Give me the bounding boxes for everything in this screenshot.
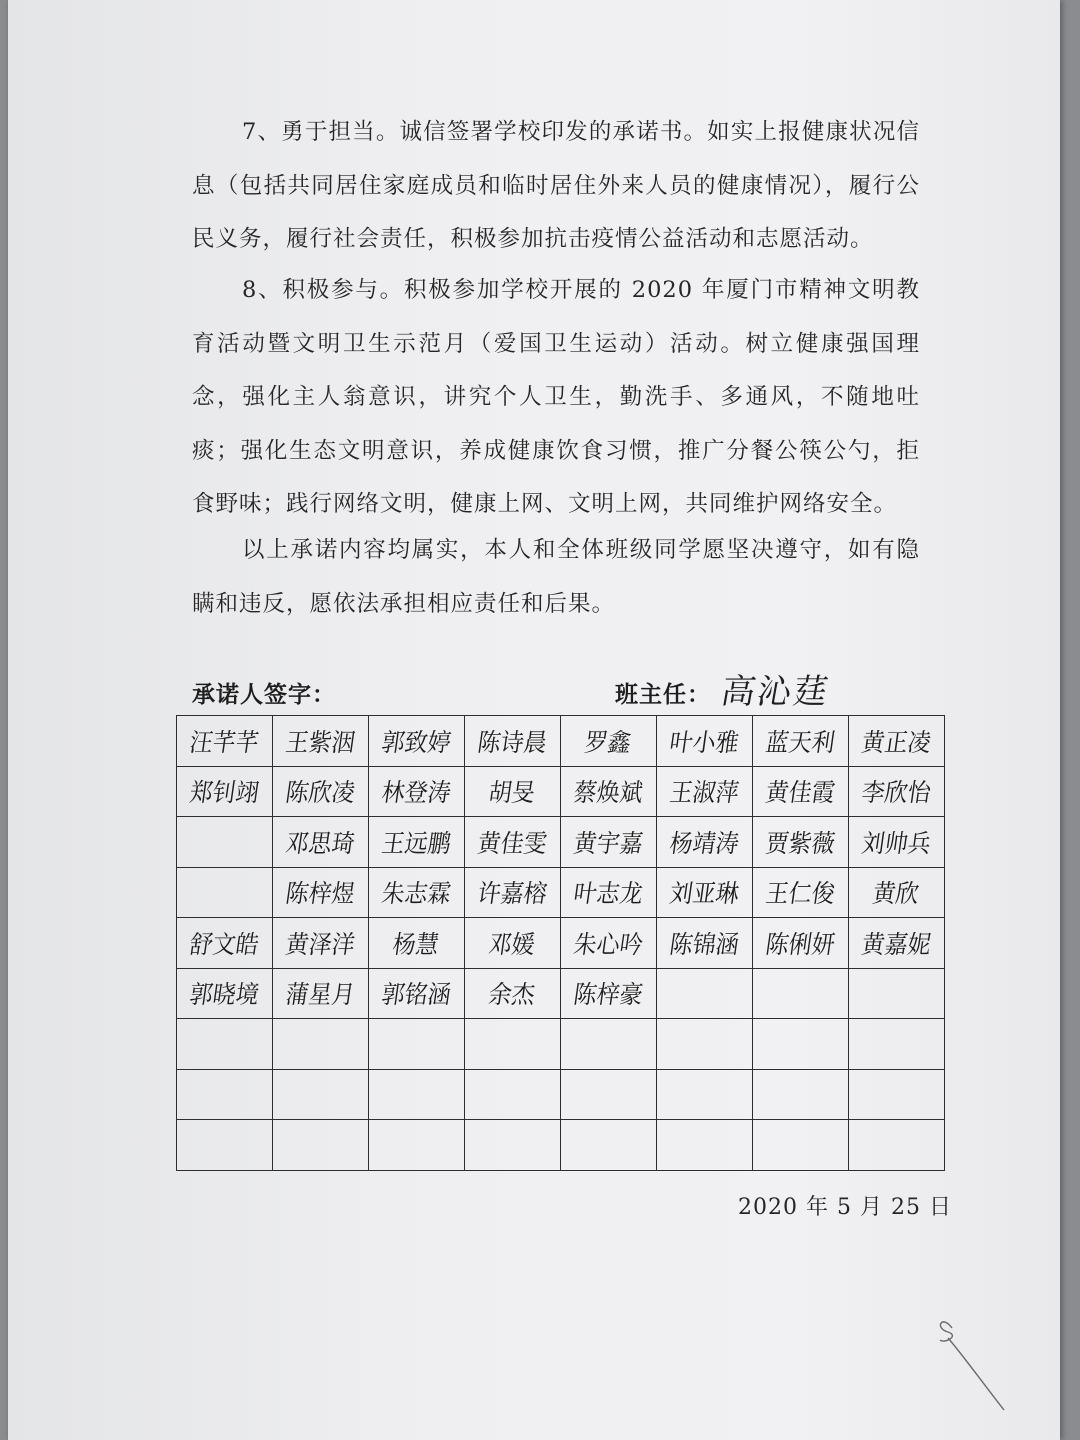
signature-cell (753, 867, 849, 918)
handwritten-signature: 陈梓煜 (283, 879, 357, 909)
signature-cell (273, 918, 369, 969)
signature-cell (753, 716, 849, 767)
signature-cell (849, 1019, 945, 1070)
signature-cell (657, 817, 753, 868)
handwritten-signature: 黄正凌 (859, 727, 933, 757)
handwritten-signature: 黄宇嘉 (571, 828, 645, 858)
handwritten-signature: 贾紫薇 (763, 828, 837, 858)
handwritten-signature: 刘帅兵 (859, 828, 933, 858)
signature-cell (465, 766, 561, 817)
handwritten-signature: 黄嘉妮 (859, 929, 933, 959)
signature-cell (273, 817, 369, 868)
signature-cell (561, 1069, 657, 1120)
handwritten-signature: 余杰 (487, 980, 538, 1010)
signature-cell (369, 817, 465, 868)
handwritten-signature: 郭铭涵 (379, 980, 453, 1010)
signature-cell (273, 968, 369, 1019)
handwritten-signature: 杨靖涛 (667, 828, 741, 858)
signature-cell (177, 817, 273, 868)
signature-cell (177, 867, 273, 918)
handwritten-signature: 陈诗晨 (475, 727, 549, 757)
signature-cell (465, 1120, 561, 1171)
signature-cell (849, 766, 945, 817)
signature-row (177, 716, 945, 767)
signature-cell (369, 968, 465, 1019)
handwritten-signature: 舒文皓 (187, 929, 261, 959)
signature-cell (561, 968, 657, 1019)
paragraph-commitment: 以上承诺内容均属实，本人和全体班级同学愿坚决遵守，如有隐瞒和违反，愿依法承担相应责任和后果。 (192, 537, 920, 617)
signature-cell (657, 867, 753, 918)
handwritten-signature: 罗鑫 (583, 727, 634, 757)
handwritten-signature: 邓思琦 (283, 828, 357, 858)
signature-cell (753, 1120, 849, 1171)
handwritten-signature: 王远鹏 (379, 828, 453, 858)
signature-cell (369, 918, 465, 969)
signature-cell (657, 1019, 753, 1070)
signature-cell (369, 1069, 465, 1120)
handwritten-signature: 许嘉榕 (475, 879, 549, 909)
handwritten-signature: 黄佳霞 (763, 778, 837, 808)
signature-cell (177, 918, 273, 969)
signature-cell (657, 918, 753, 969)
signature-cell (465, 817, 561, 868)
handwritten-signature: 刘亚琳 (667, 879, 741, 909)
handwritten-signature: 朱心吟 (571, 929, 645, 959)
teacher-signature: 高沁莛 (717, 672, 833, 712)
handwritten-signature: 郭致婷 (379, 727, 453, 757)
signature-cell (273, 716, 369, 767)
signature-row (177, 918, 945, 969)
signature-row (177, 766, 945, 817)
handwritten-signature: 王仁俊 (763, 879, 837, 909)
signature-cell (657, 1069, 753, 1120)
paragraph-7: 7、勇于担当。诚信签署学校印发的承诺书。如实上报健康状况信息（包括共同居住家庭成员和临时居住外来人员的健康情况），履行公民义务，履行社会责任，积极参加抗击疫情公益活动和志愿活动。 (192, 119, 920, 252)
signature-cell (849, 817, 945, 868)
signature-table (176, 715, 945, 1171)
signature-cell (561, 867, 657, 918)
handwritten-signature: 陈俐妍 (763, 929, 837, 959)
signature-cell (753, 968, 849, 1019)
signature-cell (177, 1069, 273, 1120)
handwritten-signature: 王紫洇 (283, 727, 357, 757)
handwritten-signature: 叶小雅 (667, 727, 741, 757)
signature-cell (273, 1120, 369, 1171)
signature-cell (465, 1069, 561, 1120)
signature-cell (849, 716, 945, 767)
signature-cell (561, 1019, 657, 1070)
handwritten-signature: 郑钊翊 (187, 778, 261, 808)
handwritten-signature: 黄泽洋 (283, 929, 357, 959)
handwritten-signature: 蒲星月 (283, 980, 357, 1010)
signature-row (177, 968, 945, 1019)
handwritten-signature: 叶志龙 (571, 879, 645, 909)
signature-cell (369, 867, 465, 918)
handwritten-signature: 邓媛 (487, 929, 538, 959)
signature-cell (465, 1019, 561, 1070)
handwritten-signature: 黄佳雯 (475, 828, 549, 858)
signature-cell (177, 968, 273, 1019)
handwritten-signature: 陈欣凌 (283, 778, 357, 808)
signature-row (177, 867, 945, 918)
signature-cell (849, 1120, 945, 1171)
signature-cell (177, 766, 273, 817)
signature-cell (849, 968, 945, 1019)
signature-cell (465, 867, 561, 918)
handwritten-signature: 蔡焕斌 (571, 778, 645, 808)
signature-cell (273, 766, 369, 817)
signature-cell (849, 1069, 945, 1120)
handwritten-signature: 蓝天利 (763, 727, 837, 757)
handwritten-signature: 郭晓境 (187, 980, 261, 1010)
signature-cell (753, 817, 849, 868)
paragraph-8: 8、积极参与。积极参加学校开展的 2020 年厦门市精神文明教育活动暨文明卫生示范月（爱国卫生运动）活动。树立健康强国理念，强化主人翁意识，讲究个人卫生，勤洗手、多通风，不随地吐痰；强化生态文明意识，养成健康饮食习惯，推广分餐公筷公勺，拒食野味；践行网络文明，健康上网、文明上网，共同维护网络安全。 (192, 277, 920, 517)
signature-cell (561, 716, 657, 767)
signature-row (177, 817, 945, 868)
signature-cell (849, 918, 945, 969)
date-line: 2020 年 5 月 25 日 (738, 1195, 952, 1220)
signature-cell (753, 918, 849, 969)
signature-cell (465, 918, 561, 969)
signature-cell (369, 766, 465, 817)
signature-cell (369, 1120, 465, 1171)
handwritten-signature: 王淑萍 (667, 778, 741, 808)
signature-cell (849, 867, 945, 918)
handwritten-signature: 黄欣 (871, 879, 922, 909)
signature-cell (657, 968, 753, 1019)
signature-cell (273, 867, 369, 918)
handwritten-signature: 李欣怡 (859, 778, 933, 808)
handwritten-signature: 胡旻 (487, 778, 538, 808)
signature-cell (465, 716, 561, 767)
signature-row (177, 1069, 945, 1120)
signature-cell (561, 918, 657, 969)
signature-cell (657, 1120, 753, 1171)
teacher-label: 班主任： (615, 682, 711, 708)
signature-cell (753, 1069, 849, 1120)
handwritten-signature: 陈锦涵 (667, 929, 741, 959)
signer-label: 承诺人签字： (192, 682, 336, 708)
signature-cell (753, 1019, 849, 1070)
signature-cell (177, 1019, 273, 1070)
handwritten-signature: 林登涛 (379, 778, 453, 808)
signature-cell (369, 1019, 465, 1070)
signature-cell (657, 716, 753, 767)
signature-cell (561, 817, 657, 868)
signature-row (177, 1120, 945, 1171)
signature-cell (177, 716, 273, 767)
handwritten-signature: 朱志霖 (379, 879, 453, 909)
handwritten-signature: 杨慧 (391, 929, 442, 959)
signature-cell (561, 766, 657, 817)
signature-cell (465, 968, 561, 1019)
signature-cell (273, 1069, 369, 1120)
signature-cell (657, 766, 753, 817)
signature-cell (369, 716, 465, 767)
handwritten-signature: 汪芊芊 (187, 727, 261, 757)
signature-row (177, 1019, 945, 1070)
signature-cell (753, 766, 849, 817)
pencil-mark-icon (930, 1310, 1010, 1420)
handwritten-signature: 陈梓豪 (571, 980, 645, 1010)
signature-cell (273, 1019, 369, 1070)
signature-cell (561, 1120, 657, 1171)
signature-cell (177, 1120, 273, 1171)
